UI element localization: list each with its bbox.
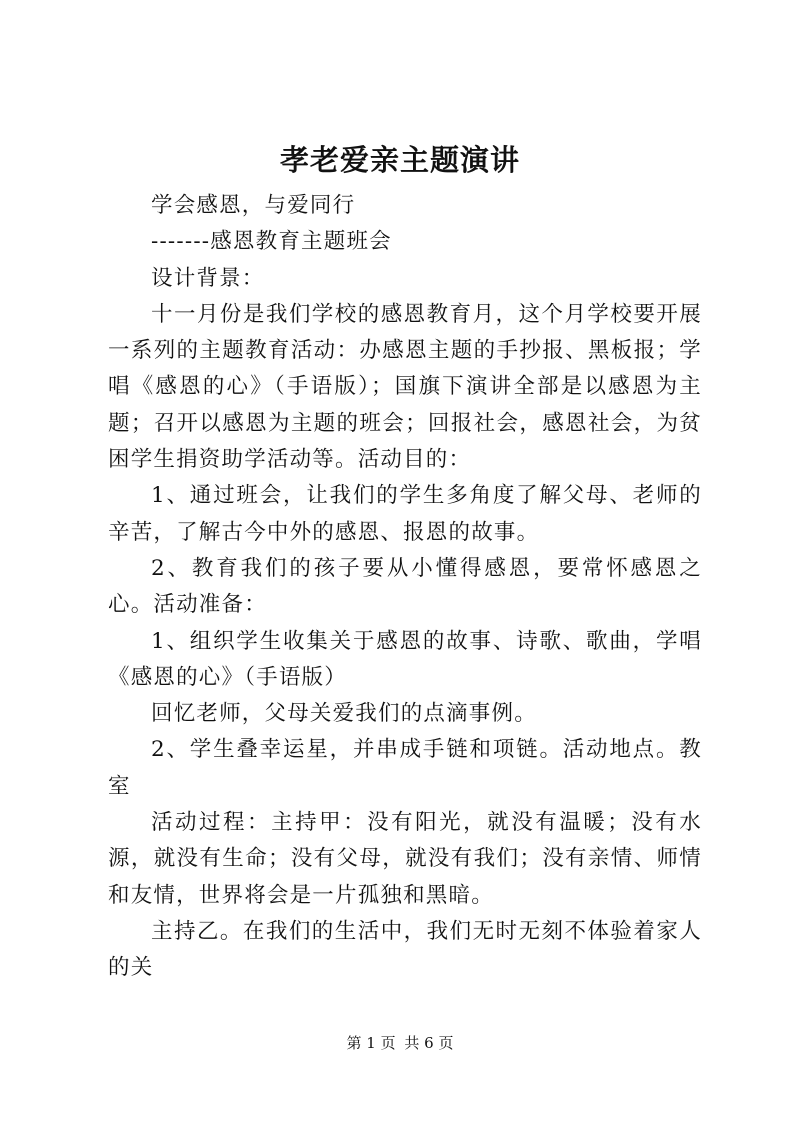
paragraph: 1、通过班会，让我们的学生多角度了解父母、老师的辛苦，了解古今中外的感恩、报恩的故事。 — [108, 483, 702, 545]
paragraph: 2、学生叠幸运星，并串成手链和项链。活动地点。教室 — [108, 737, 702, 799]
paragraph: -------感恩教育主题班会 — [151, 229, 392, 255]
paragraph: 主持乙。在我们的生活中，我们无时无刻不体验着家人的关 — [108, 918, 702, 981]
page-number: 第 1 页 — [346, 1034, 396, 1052]
paragraph: 1、组织学生收集关于感恩的故事、诗歌、歌曲，学唱《感恩的心》（手语版） — [108, 628, 702, 690]
paragraph: 学会感恩，与爱同行 — [151, 193, 356, 218]
paragraph: 回忆老师，父母关爱我们的点滴事例。 — [151, 701, 537, 727]
page-footer — [0, 1032, 800, 1054]
paragraph: 2、教育我们的孩子要从小懂得感恩，要常怀感恩之心。活动准备： — [108, 555, 702, 618]
page-total: 共 6 页 — [404, 1034, 454, 1052]
document-title: 孝老爱亲主题演讲 — [279, 143, 520, 177]
paragraph: 十一月份是我们学校的感恩教育月，这个月学校要开展一系列的主题教育活动：办感恩主题的手抄报、黑板报；学唱《感恩的心》（手语版）；国旗下演讲全部是以感恩为主题；召开以感恩为主题的班会；回报社会，感恩社会，为贫困学生捐资助学活动等。活动目的： — [108, 301, 702, 473]
paragraph: 活动过程：主持甲：没有阳光，就没有温暖；没有水源，就没有生命；没有父母，就没有我们；没有亲情、师情和友情，世界将会是一片孤独和黑暗。 — [108, 810, 702, 908]
paragraph: 设计背景： — [151, 265, 265, 291]
document-body — [108, 188, 702, 987]
